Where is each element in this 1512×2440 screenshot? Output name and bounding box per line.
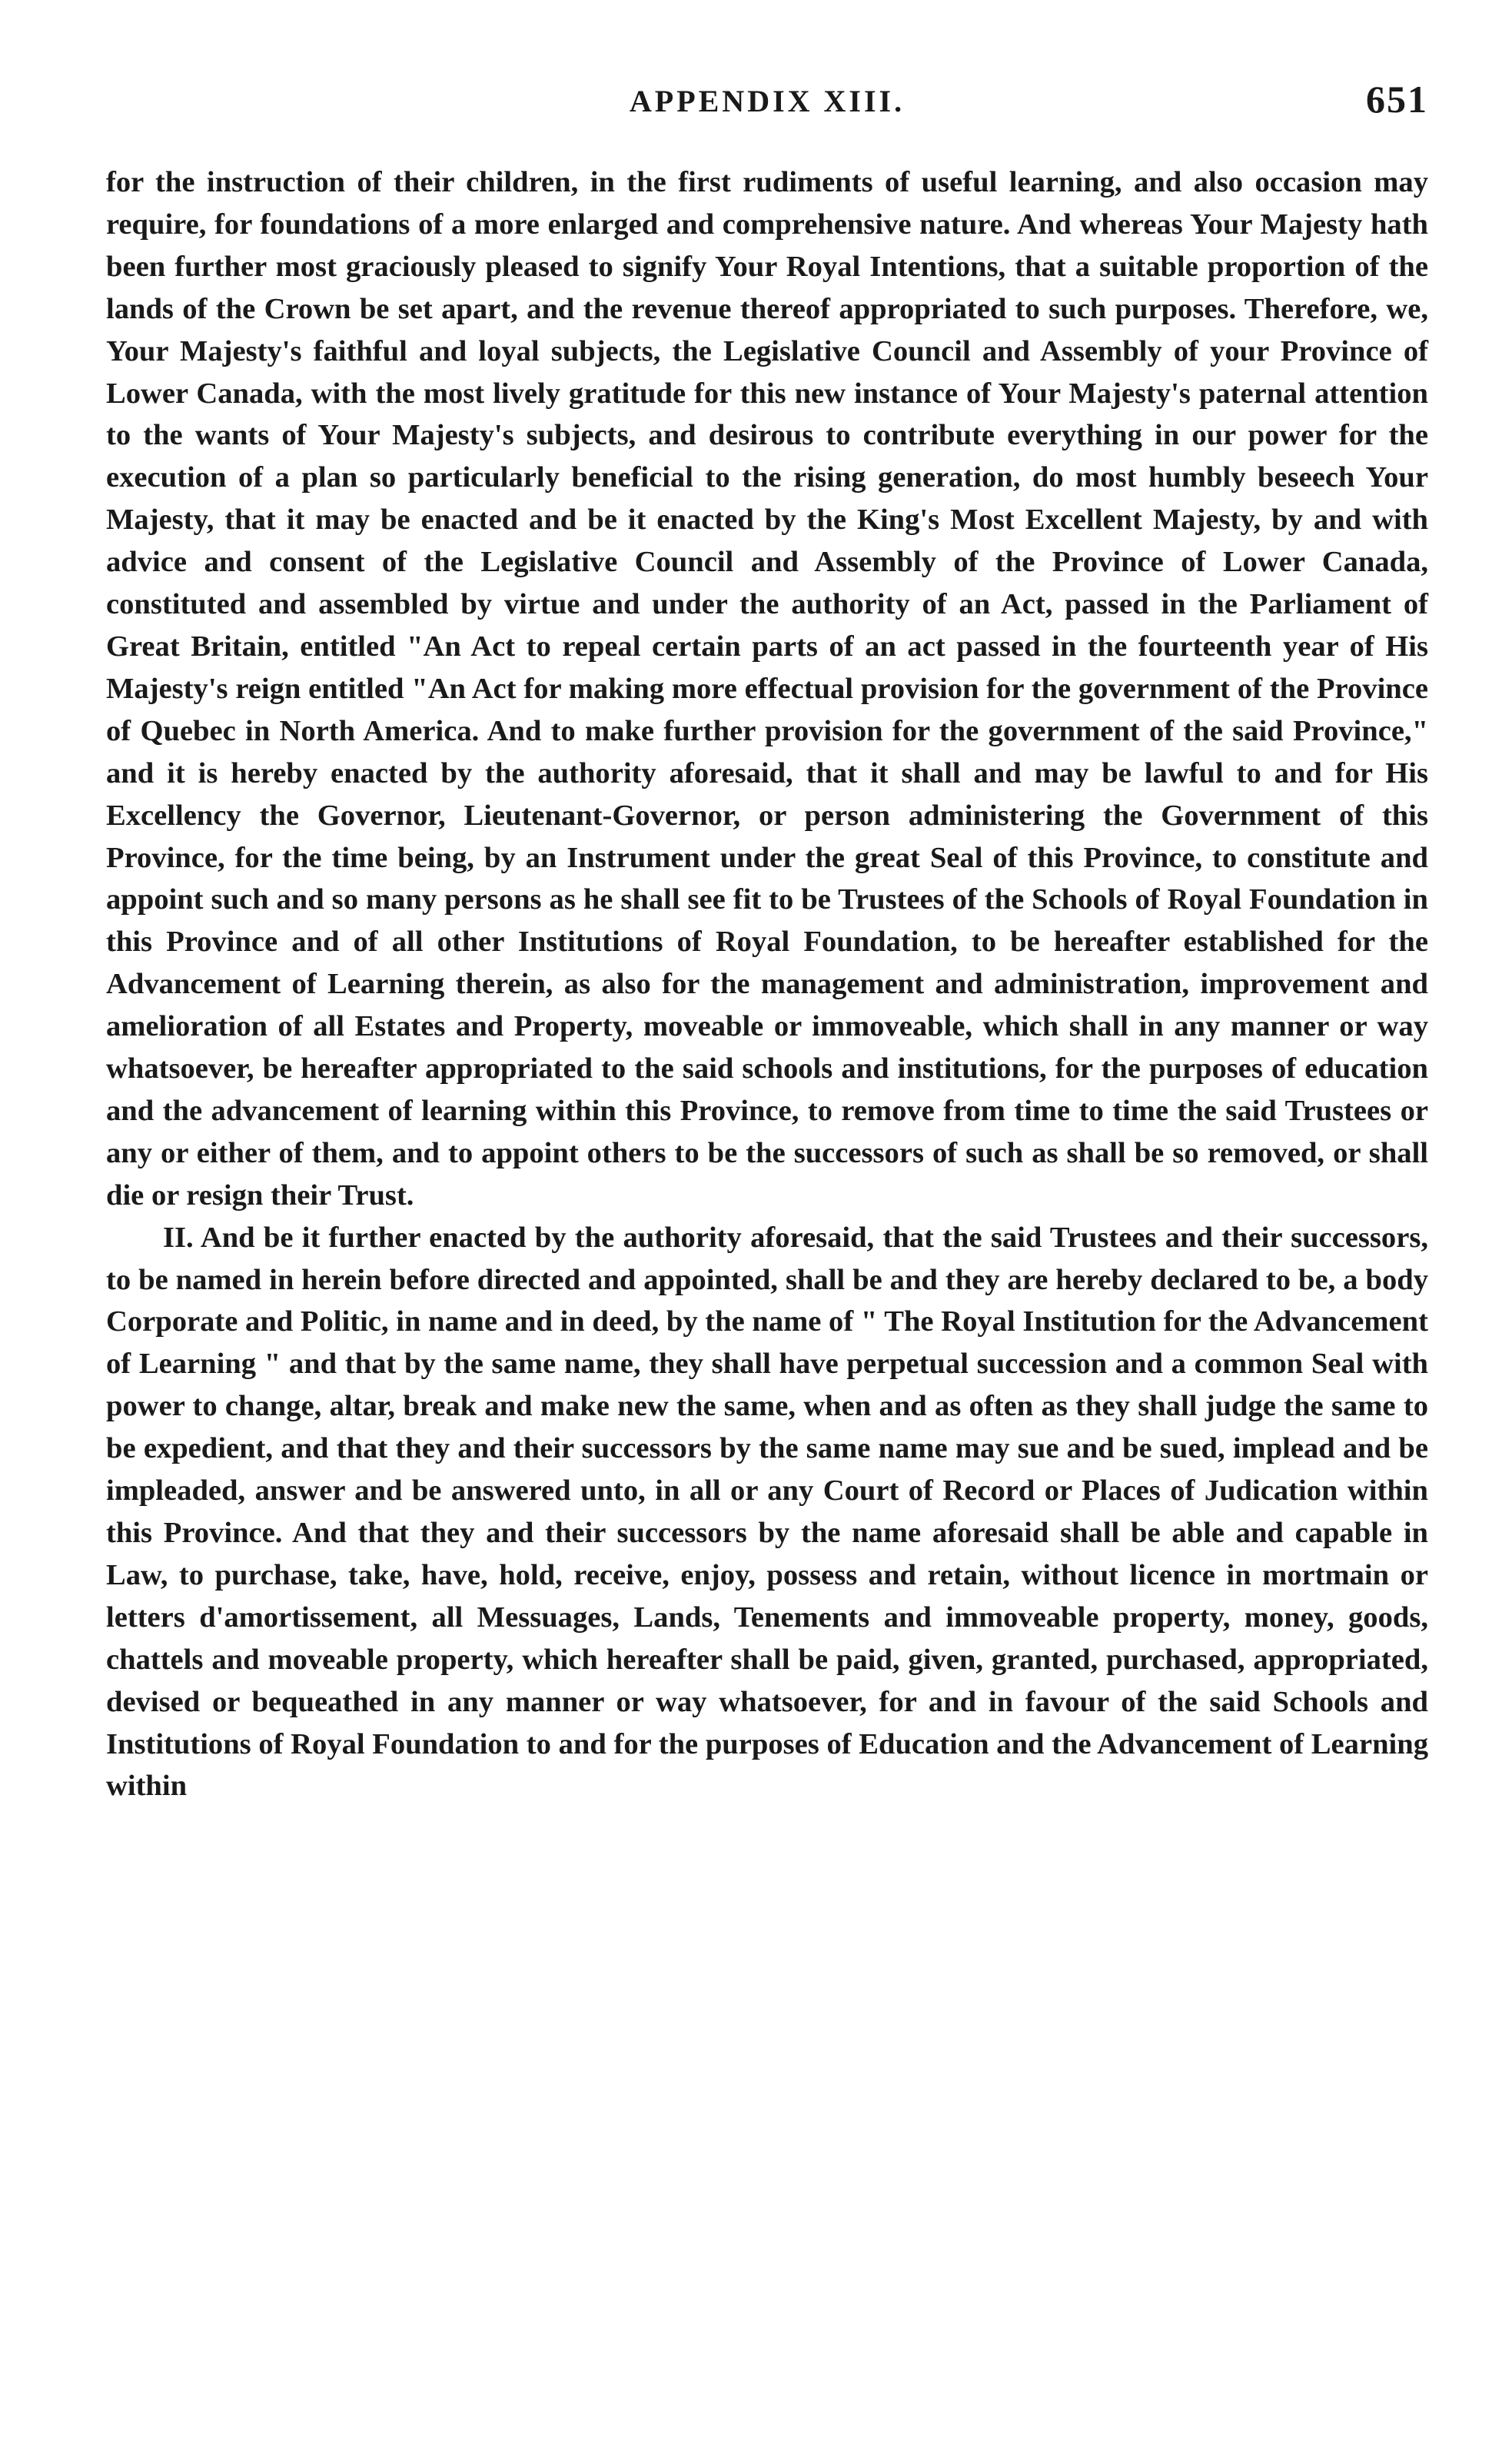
paragraph-section-2 [106,1217,1428,1808]
body-text [106,161,1428,1807]
running-title: APPENDIX XIII. [629,84,906,118]
paragraph-continued: for the instruction of their children, in the first rudiments of useful learning, and also occasion may require, for foundations of a more enlarged and comprehensive nature. And whereas Your Majesty hath been further most graciously pleased to signify Your Royal Intentions, that a suitable proportion of the lands of the Crown be set apart, and the revenue thereof appropriated to such purposes. Therefore, we, Your Majesty's faithful and loyal subjects, the Legislative Council and Assembly of your Province of Lower Canada, with the most lively gratitude for this new instance of Your Majesty's paternal attention to the wants of Your Majesty's subjects, and desirous to contribute everything in our power for the execution of a plan so particularly beneficial to the rising generation, do most humbly beseech Your Majesty, that it may be enacted and be it enacted by the King's Most Excellent Majesty, by and with advice and consent of the Legislative Council and Assembly of the Province of Lower Canada, constituted and assembled by virtue and under the authority of an Act, passed in the Parliament of Great Britain, entitled "An Act to repeal certain parts of an act passed in the fourteenth year of His Majesty's reign entitled "An Act for making more effectual provision for the government of the Province of Quebec in North America. And to make further provision for the government of the said Province," and it is hereby enacted by the authority aforesaid, that it shall and may be lawful to and for His Excellency the Governor, Lieutenant-Governor, or person administering the Government of this Province, for the time being, by an Instrument under the great Seal of this Province, to constitute and appoint such and so many persons as he shall see fit to be Trustees of the Schools of Royal Foundation in this Province and of all other Institutions of Royal Foundation, to be hereafter established for the Advancement of Learning therein, as also for the management and administration, improvement and amelioration of all Estates and Property, moveable or immoveable, which shall in any manner or way whatsoever, be hereafter appropriated to the said schools and institutions, for the purposes of education and the advancement of learning within this Province, to remove from time to time the said Trustees or any or either of them, and to appoint others to be the successors of such as shall be so removed, or shall die or resign their Trust. [106,166,1428,1212]
section-2-text: And be it further enacted by the authority aforesaid, that the said Trustees and their successors, to be named in herein before directed and appointed, shall be and they are hereby declared to be, a body Corporate and Politic, in name and in deed, by the name of " The Royal Institution for the Advancement of Learning " and that by the same name, they shall have perpetual succession and a common Seal with power to change, altar, break and make new the same, when and as often as they shall judge the same to be expedient, and that they and their successors by the same name may sue and be sued, implead and be impleaded, answer and be answered unto, in all or any Court of Record or Places of Judication within this Province. And that they and their successors by the name aforesaid shall be able and capable in Law, to purchase, take, have, hold, receive, enjoy, possess and retain, without licence in mortmain or letters d'amortissement, all Messuages, Lands, Tenements and immoveable property, money, goods, chattels and moveable property, which hereafter shall be paid, given, granted, purchased, appropriated, devised or bequeathed in any manner or way whatsoever, for and in favour of the said Schools and Institutions of Royal Foundation to and for the purposes of Education and the Advancement of Learning within [106,1221,1429,1803]
section-number: II. [163,1221,194,1254]
running-head [106,78,1428,137]
page-number: 651 [1366,78,1428,121]
